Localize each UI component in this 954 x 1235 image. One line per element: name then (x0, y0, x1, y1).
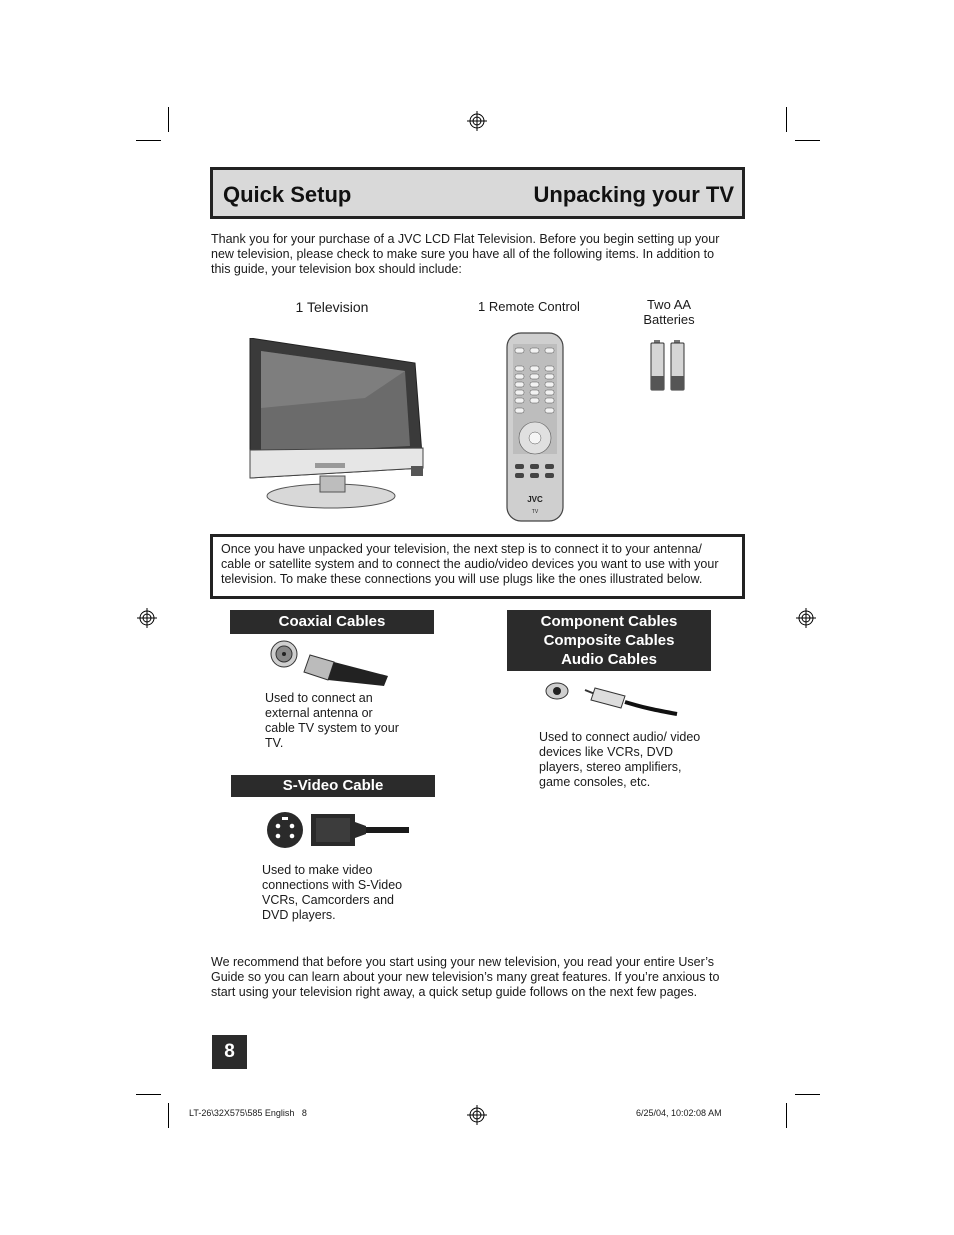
coaxial-cables-label: Coaxial Cables (230, 610, 434, 634)
coaxial-description: Used to connect an external antenna or cable TV system to your TV. (265, 691, 399, 750)
batteries-image (650, 340, 690, 392)
registration-mark-icon (796, 608, 816, 628)
composite-cables-line: Composite Cables (543, 632, 675, 649)
item-television-label: 1 Television (295, 299, 369, 315)
component-description: Used to connect audio/ video devices like VCRs, DVD players, stereo amplifiers, game consoles, etc. (539, 730, 701, 789)
crop-mark (786, 1103, 787, 1128)
crop-mark (168, 107, 169, 132)
crop-mark (786, 107, 787, 132)
coaxial-cable-image (268, 640, 393, 688)
svideo-cable-image (266, 810, 411, 850)
section-header (210, 167, 745, 219)
intro-paragraph: Thank you for your purchase of a JVC LCD Flat Television. Before you begin setting up your new television, please check to make sure you have all of the following items. In addition to this guide, your television box should include: (211, 232, 720, 276)
svideo-cable-label: S-Video Cable (231, 775, 435, 797)
svideo-description: Used to make video connections with S-Video VCRs, Camcorders and DVD players. (262, 863, 403, 922)
registration-mark-icon (467, 1105, 487, 1125)
remote-mode-text: TV (531, 509, 539, 515)
page-title: Unpacking your TV (533, 182, 734, 207)
remote-control-image (505, 332, 565, 522)
section-title: Quick Setup (223, 182, 352, 207)
component-cables-label (507, 610, 711, 671)
item-batteries-label-2: Batteries (643, 312, 695, 327)
connection-note-text: Once you have unpacked your television, the next step is to connect it to your antenna/ cable or satellite system and to connect the audio/video devices you want to use with your television. To make these connections you will use plugs like the ones illustrated below. (221, 542, 719, 586)
crop-mark (136, 1094, 161, 1095)
registration-mark-icon (137, 608, 157, 628)
footer-file-name: LT-26\32X575\585 English 8 (189, 1108, 307, 1118)
television-image (245, 338, 427, 510)
crop-mark (136, 140, 161, 141)
footer-timestamp: 6/25/04, 10:02:08 AM (636, 1108, 722, 1118)
registration-mark-icon (467, 111, 487, 131)
item-batteries-label-1: Two AA (646, 297, 692, 312)
connection-note-box (210, 534, 745, 599)
remote-brand-text: JVC (527, 495, 543, 504)
component-cables-line: Component Cables (540, 613, 678, 630)
crop-mark (168, 1103, 169, 1128)
audio-cables-line: Audio Cables (561, 651, 657, 668)
crop-mark (795, 140, 820, 141)
page-number: 8 (212, 1035, 247, 1069)
rca-cable-image (545, 680, 680, 722)
item-remote-label: 1 Remote Control (478, 299, 580, 314)
crop-mark (795, 1094, 820, 1095)
recommend-paragraph: We recommend that before you start using your new television, you read your entire User’s Guide so you can learn about your new television’s many great features. If you’re anxious to start using your television right away, a quick setup guide follows on the next few pages. (211, 955, 720, 999)
